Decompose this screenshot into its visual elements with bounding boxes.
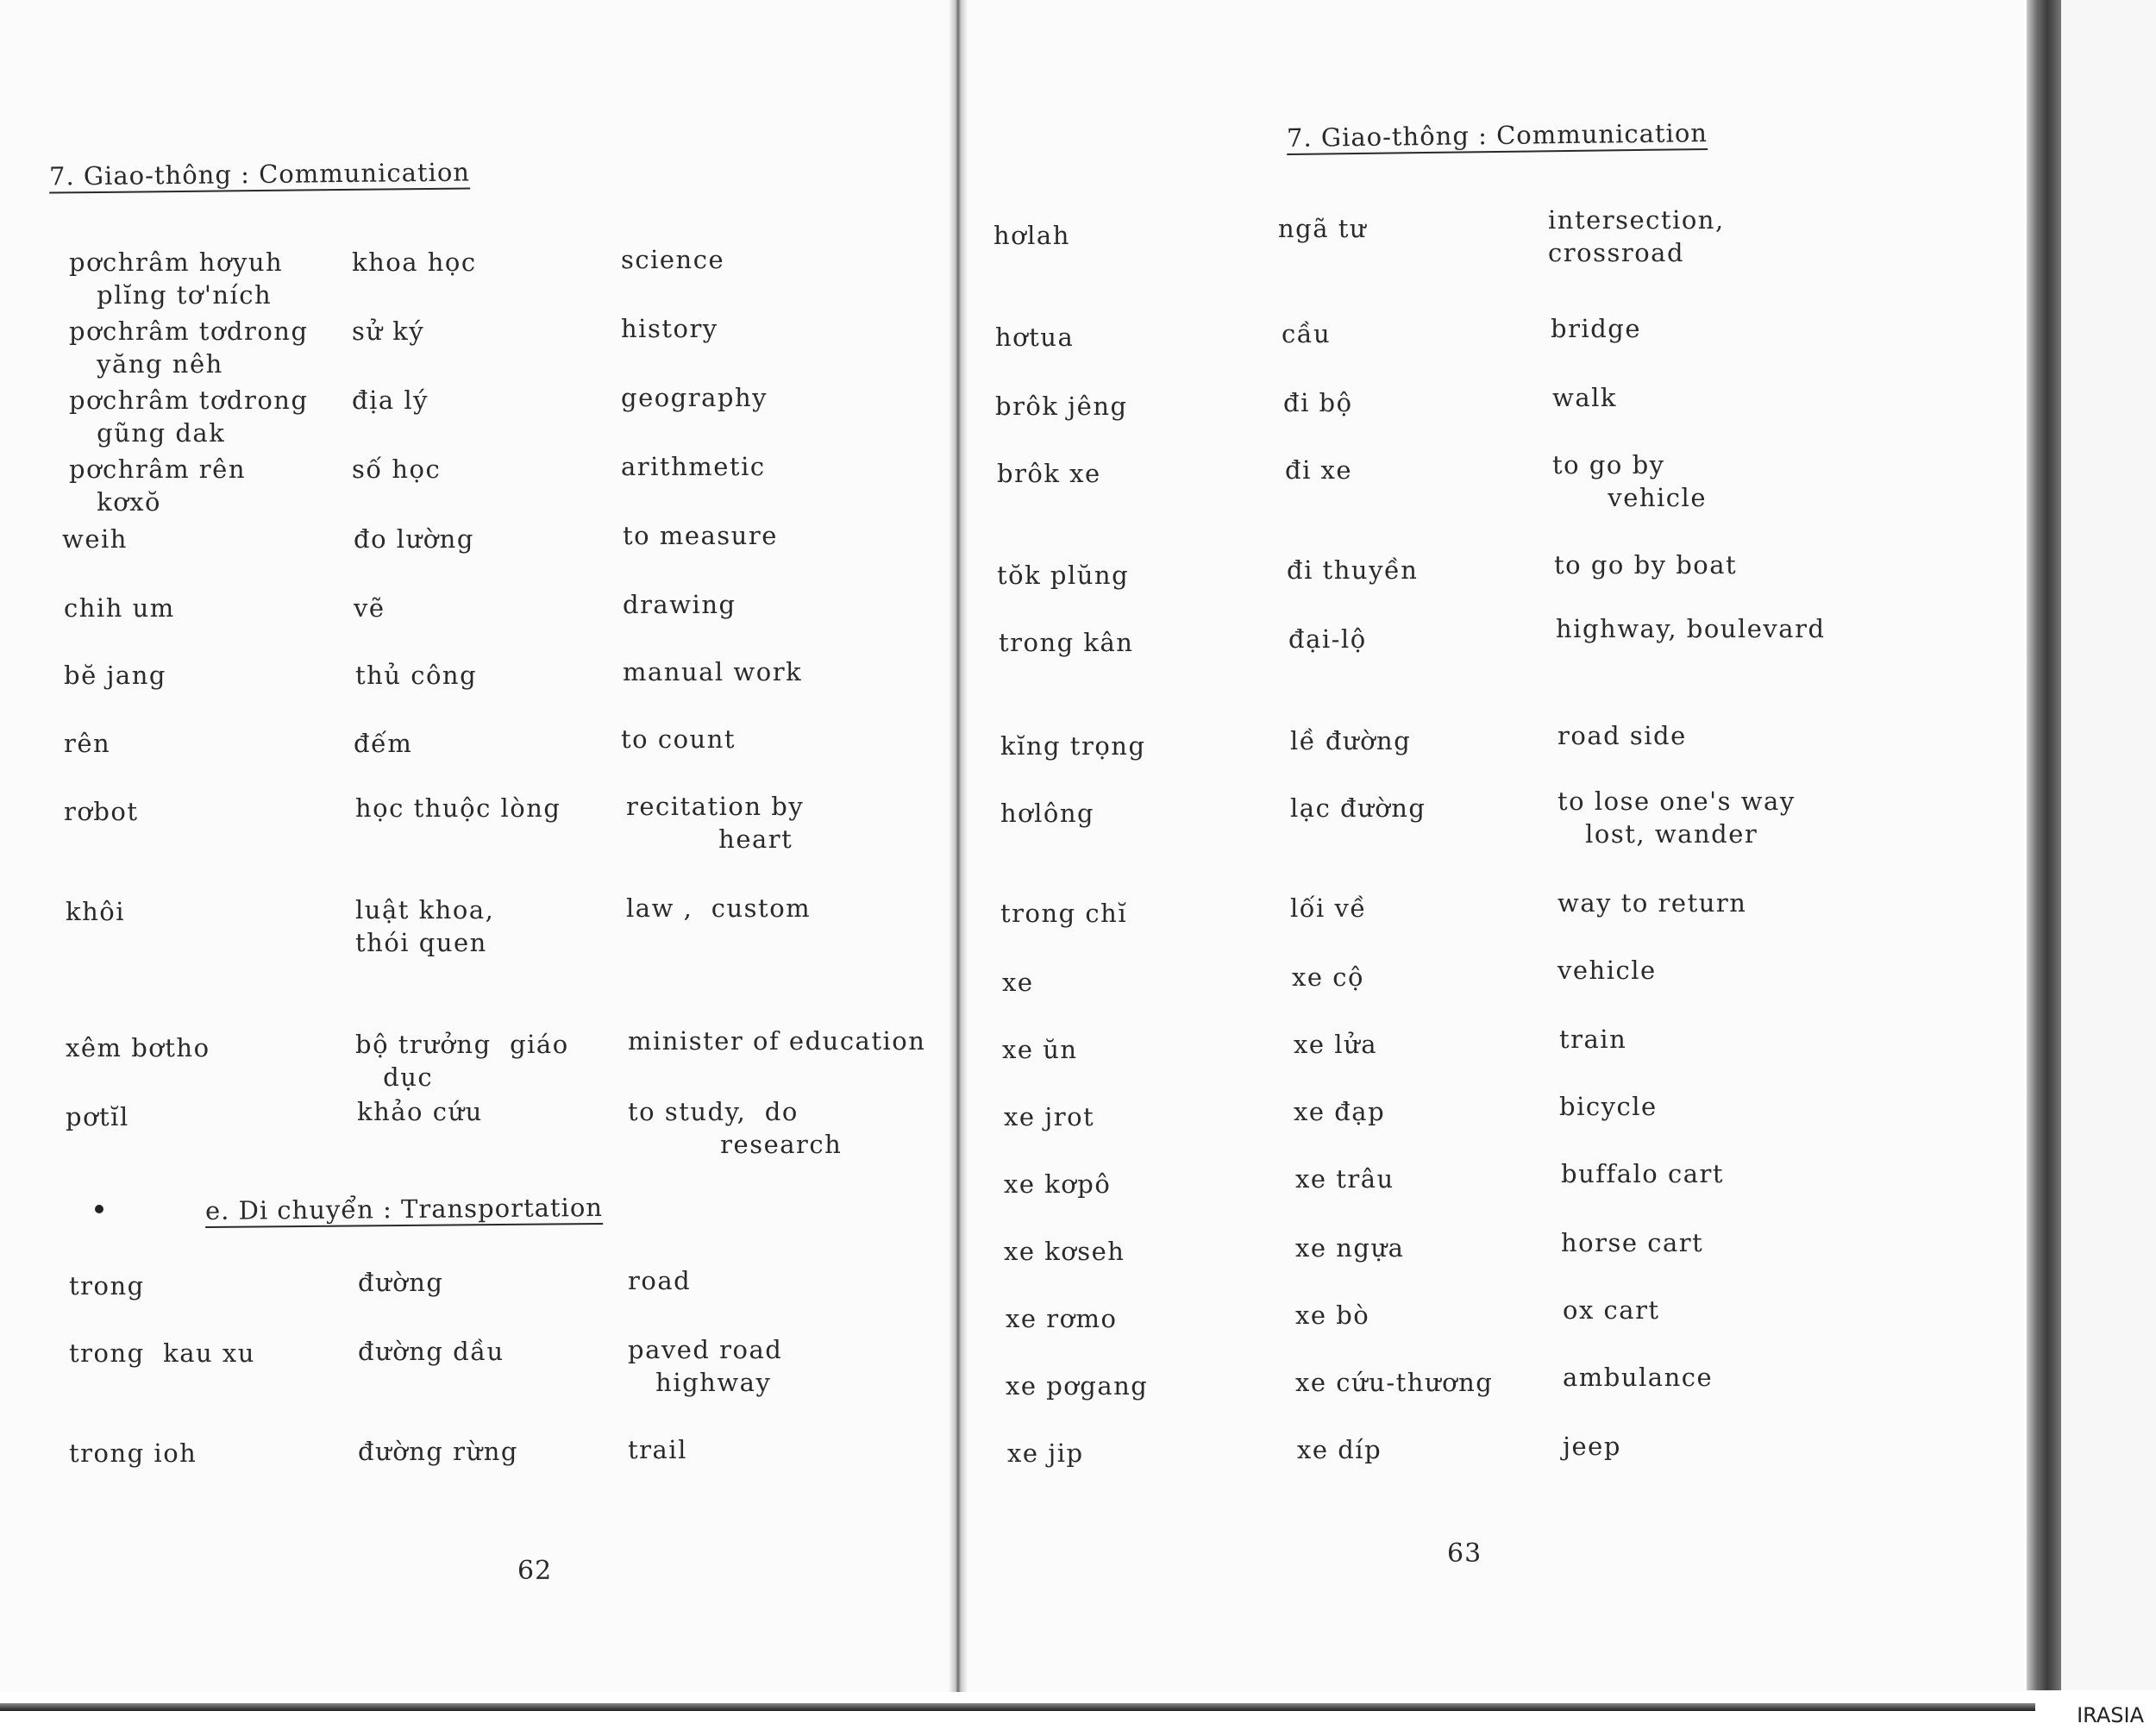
vietnamese: đếm — [354, 729, 413, 758]
vietnamese: xe đạp — [1294, 1097, 1386, 1126]
left-page — [0, 0, 957, 1703]
term: xe kơseh — [1004, 1237, 1125, 1266]
vietnamese: lề đường — [1290, 726, 1412, 755]
term: xe ŭn — [1002, 1035, 1078, 1064]
english: road side — [1557, 721, 1687, 750]
vietnamese: khoa học — [352, 248, 477, 277]
english: science — [621, 245, 725, 274]
subsection-title: e. Di chuyển : Transportation — [204, 1192, 604, 1226]
vietnamese: số học — [352, 454, 442, 484]
english: recitation by heart — [626, 792, 805, 854]
term: bĕ jang — [64, 661, 166, 690]
vietnamese: luật khoa, thói quen — [355, 895, 495, 957]
term: khôi — [66, 897, 125, 926]
section-title: 7. Giao-thông : Communication — [48, 157, 471, 191]
term: pơchrâm tơdrong gũng dak — [69, 385, 309, 448]
english: to measure — [623, 521, 778, 550]
vietnamese: xe cộ — [1292, 962, 1364, 992]
english: to count — [621, 724, 736, 754]
english: vehicle — [1557, 956, 1657, 985]
term: pơchrâm tơdrong yăng nêh — [69, 316, 309, 379]
english: minister of education — [628, 1026, 926, 1056]
term: xe jip — [1007, 1438, 1084, 1468]
page-number: 63 — [1447, 1539, 1482, 1569]
term: trong kau xu — [69, 1338, 255, 1368]
term: pơtĭl — [66, 1102, 129, 1131]
term: xêm bơtho — [66, 1033, 210, 1062]
term: trong ioh — [69, 1438, 197, 1468]
english: to lose one's way lost, wander — [1557, 787, 1796, 849]
term: hơlah — [993, 221, 1070, 250]
vietnamese: lối về — [1290, 893, 1367, 923]
vietnamese: xe díp — [1297, 1435, 1382, 1464]
vietnamese: học thuộc lòng — [355, 793, 561, 823]
english: intersection, crossroad — [1548, 205, 1725, 267]
vietnamese: địa lý — [352, 385, 429, 415]
english: law , custom — [626, 893, 812, 923]
term: pơchrâm hơyuh plĭng tơ'ních — [69, 248, 284, 310]
vietnamese: khảo cứu — [357, 1097, 483, 1126]
vietnamese: sử ký — [352, 316, 425, 346]
vietnamese: đi thuyền — [1287, 555, 1419, 585]
scan-margin — [2061, 0, 2156, 1690]
vietnamese: đường — [358, 1268, 444, 1297]
book-spine — [949, 0, 968, 1703]
vietnamese: xe ngựa — [1295, 1233, 1405, 1263]
vietnamese: bộ trưởng giáo dục — [355, 1030, 569, 1092]
watermark: IRASIA — [2077, 1703, 2144, 1727]
vietnamese: xe cứu-thương — [1295, 1368, 1494, 1397]
vietnamese: cầu — [1282, 319, 1332, 348]
vietnamese: đường rừng — [358, 1437, 518, 1466]
english: bridge — [1551, 314, 1641, 343]
vietnamese: đi bộ — [1283, 388, 1353, 417]
english: horse cart — [1561, 1228, 1704, 1257]
scan-bottom-edge — [0, 1692, 2156, 1736]
term: rơbot — [64, 797, 139, 826]
page-edge-shadow — [2027, 0, 2061, 1690]
term: xe rơmo — [1006, 1304, 1118, 1333]
bullet-dot — [95, 1205, 103, 1213]
term: kĭng trọng — [1000, 731, 1146, 761]
page-number: 62 — [517, 1556, 553, 1586]
vietnamese: ngã tư — [1278, 214, 1368, 243]
term: hơlông — [1000, 799, 1095, 828]
english: to go by vehicle — [1552, 450, 1707, 512]
english: bicycle — [1559, 1092, 1658, 1121]
vietnamese: vẽ — [354, 593, 385, 623]
english: to study, do research — [628, 1097, 843, 1159]
vietnamese: xe lửa — [1294, 1030, 1377, 1059]
term: pơchrâm rên kơxŏ — [69, 454, 247, 517]
section-title: 7. Giao-thông : Communication — [1286, 118, 1708, 153]
vietnamese: đại-lộ — [1288, 624, 1367, 654]
vietnamese: xe bò — [1295, 1300, 1370, 1330]
english: to go by boat — [1554, 550, 1738, 580]
english: highway, boulevard — [1556, 614, 1826, 643]
english: walk — [1552, 383, 1617, 412]
right-page — [957, 0, 2061, 1703]
vietnamese: lạc đường — [1290, 793, 1426, 823]
term: trong kân — [999, 628, 1134, 657]
term: weih — [62, 524, 128, 554]
english: manual work — [623, 657, 803, 686]
english: drawing — [623, 590, 736, 619]
english: paved road highway — [628, 1335, 783, 1397]
term: xe jrot — [1004, 1102, 1095, 1131]
english: trail — [628, 1435, 687, 1464]
book-bottom-edge — [0, 1703, 2035, 1711]
english: history — [621, 314, 718, 343]
english: buffalo cart — [1561, 1159, 1724, 1188]
english: road — [628, 1266, 692, 1295]
term: trong — [69, 1271, 145, 1300]
term: brôk xe — [997, 459, 1101, 488]
english: way to return — [1557, 888, 1747, 918]
term: xe — [1002, 968, 1034, 997]
term: xe pơgang — [1006, 1371, 1149, 1401]
english: ox cart — [1563, 1295, 1660, 1325]
english: train — [1559, 1025, 1627, 1054]
term: hơtua — [995, 323, 1075, 352]
term: rên — [64, 729, 111, 758]
english: arithmetic — [621, 452, 766, 481]
term: chih um — [64, 593, 175, 623]
english: ambulance — [1563, 1363, 1714, 1392]
vietnamese: đường dầu — [358, 1337, 505, 1366]
vietnamese: xe trâu — [1295, 1164, 1395, 1194]
vietnamese: thủ công — [355, 661, 478, 690]
term: trong chĭ — [1000, 899, 1128, 928]
vietnamese: đo lường — [354, 524, 474, 554]
vietnamese: đi xe — [1285, 455, 1353, 485]
term: tŏk plŭng — [997, 561, 1130, 590]
term: xe kơpô — [1004, 1169, 1112, 1199]
english: jeep — [1563, 1432, 1621, 1461]
english: geography — [621, 383, 768, 412]
term: brôk jêng — [995, 392, 1128, 421]
